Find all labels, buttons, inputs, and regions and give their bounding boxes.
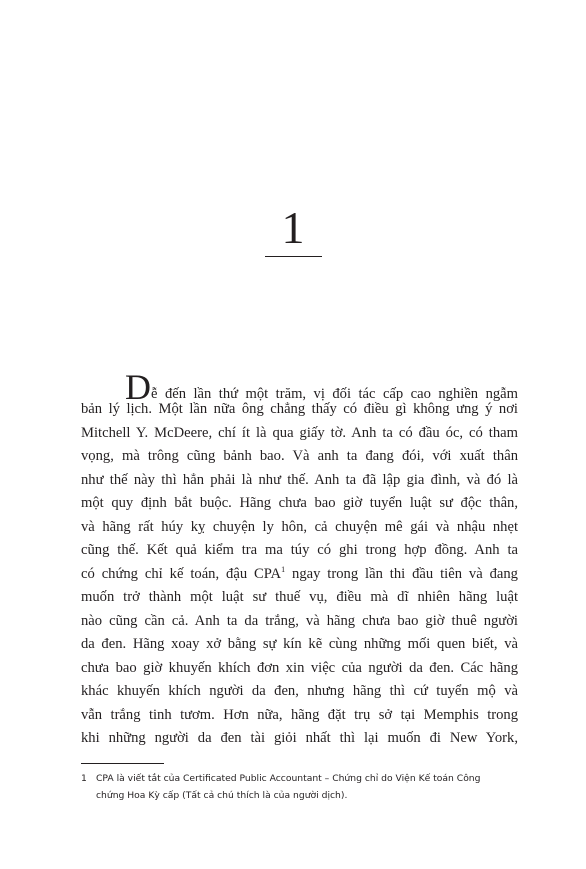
footnote [81, 770, 521, 804]
body-line [81, 563, 518, 587]
body-line: vẫn trắng tinh tươm. Hơn nữa, hãng đặt trụ sở tại Memphis trong [81, 706, 518, 723]
body-line: cũng thế. Kết quả kiểm tra ma túy có ghi trong hợp đồng. Anh ta [81, 542, 518, 558]
body-text [81, 369, 518, 751]
body-line: khi những người da đen tài giỏi nhất thì lại muốn đi New York, [81, 730, 518, 746]
footnote-line: CPA là viết tắt của Certificated Public Accountant – Chứng chỉ do Viện Kế toán Công [96, 773, 481, 784]
body-line: bản lý lịch. Một lần nữa ông chẳng thấy có điều gì không ưng ý nơi [81, 401, 518, 417]
body-line: nào cũng cần cả. Anh ta da trắng, và hãng chưa bao giờ thuê người [81, 612, 518, 629]
cpa-text-after: ngay trong lần thi đầu tiên và đang [285, 565, 518, 582]
body-line: Mitchell Y. McDeere, chí ít là qua giấy tờ. Anh ta có đầu óc, có tham [81, 424, 518, 441]
body-line: muốn trở thành một luật sư thuế vụ, điều mà dĩ nhiên hãng luật [81, 589, 518, 605]
chapter-rule [265, 256, 322, 257]
body-line: một quy định bắt buộc. Hãng chưa bao giờ tuyển luật sư độc thân, [81, 495, 518, 511]
body-line: chưa bao giờ khuyến khích đơn xin việc của người da đen. Các hãng [81, 659, 518, 676]
footnote-number: 1 [81, 773, 87, 784]
body-line [81, 367, 518, 407]
footnote-reference[interactable]: 1 [281, 564, 286, 574]
footnote-line: chứng Hoa Kỳ cấp (Tất cả chú thích là của người dịch). [96, 790, 348, 801]
body-line: da đen. Hãng xoay xở bằng sự kín kẽ cùng những mối quen biết, và [81, 636, 518, 652]
cpa-text-before: có chứng chỉ kế toán, đậu CPA [81, 565, 282, 582]
body-line: khác khuyến khích người da đen, nhưng hãng thì cứ tuyển mộ và [81, 683, 518, 699]
body-line: và hãng rất húy kỵ chuyện ly hôn, cả chuyện mê gái và nhậu nhẹt [81, 518, 518, 535]
body-line: như thế này thì hẳn phải là như thế. Anh ta đã lập gia đình, và đó là [81, 471, 518, 488]
first-line-text: ễ đến lần thứ một trăm, vị đối tác cấp cao nghiền ngẫm [151, 386, 518, 402]
body-line: vọng, mà trông cũng bảnh bao. Và anh ta đang đói, với xuất thân [81, 448, 518, 464]
chapter-number: 1 [281, 202, 305, 253]
footnote-rule [81, 763, 164, 764]
drop-cap: D [125, 367, 151, 407]
